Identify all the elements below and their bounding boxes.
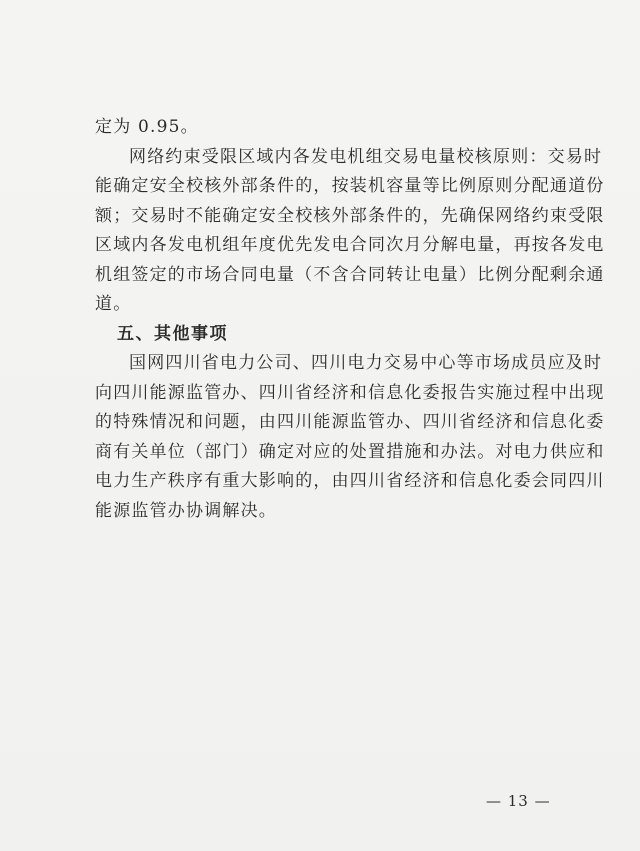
- paragraph-line: 道。: [95, 294, 132, 314]
- paragraph-line: 能源监管办协调解决。: [95, 500, 277, 521]
- paragraph-line: 网络约束受限区域内各发电机组交易电量校核原则：交易时: [129, 146, 603, 167]
- paragraph-line: 向四川能源监管办、四川省经济和信息化委报告实施过程中出现: [95, 382, 605, 403]
- document-body: [95, 113, 605, 526]
- paragraph-line: 能确定安全校核外部条件的，按装机容量等比例原则分配通道份: [95, 176, 605, 196]
- paragraph-line: 国网四川省电力公司、四川电力交易中心等市场成员应及时: [129, 353, 603, 373]
- page-number: — 13 —: [486, 792, 551, 810]
- paragraph-line: 机组签定的市场合同电量（不含合同转让电量）比例分配剩余通: [95, 264, 605, 285]
- section-heading: 五、其他事项: [117, 323, 228, 344]
- paragraph-line: 额；交易时不能确定安全校核外部条件的，先确保网络约束受限: [95, 205, 605, 226]
- paragraph-line: 电力生产秩序有重大影响的，由四川省经济和信息化委会同四川: [95, 471, 605, 491]
- paragraph-line: 定为 0.95。: [95, 117, 199, 137]
- paragraph-line: 区域内各发电机组年度优先发电合同次月分解电量，再按各发电: [95, 235, 605, 255]
- paragraph-line: 的特殊情况和问题，由四川能源监管办、四川省经济和信息化委: [95, 412, 605, 432]
- paragraph-line: 商有关单位（部门）确定对应的处置措施和办法。对电力供应和: [95, 441, 605, 462]
